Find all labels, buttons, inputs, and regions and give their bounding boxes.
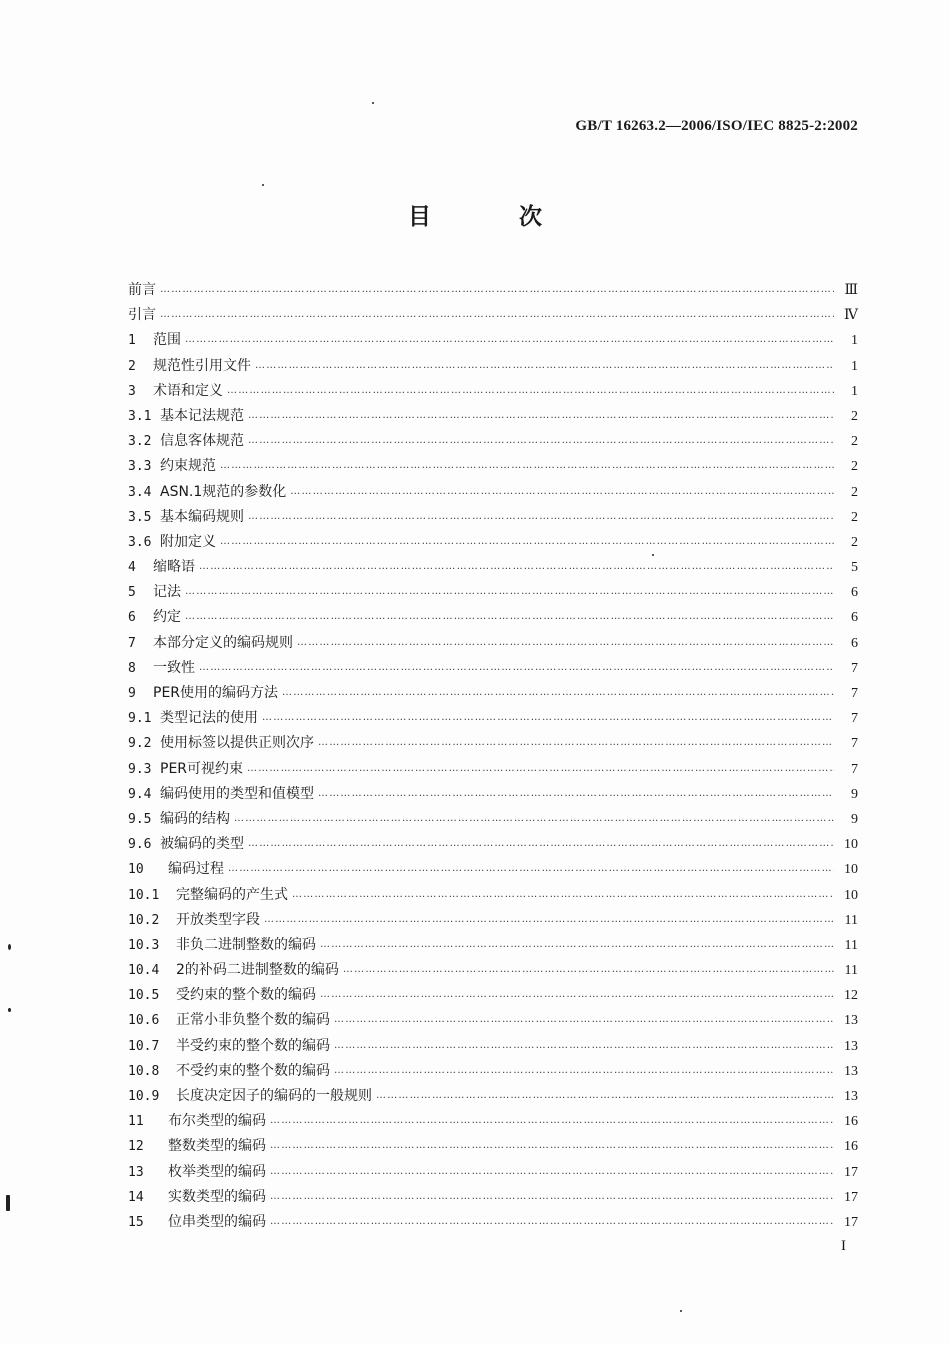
- toc-entry-label: PER可视约束: [160, 760, 244, 777]
- toc-dot-leader: [247, 756, 834, 781]
- toc-entry-page: 11: [844, 963, 858, 979]
- toc-dot-leader: [248, 403, 834, 428]
- toc-entry-label: 基本记法规范: [160, 407, 244, 424]
- toc-entry-number: 3.6: [128, 534, 152, 550]
- toc-entry-label: 实数类型的编码: [168, 1188, 266, 1205]
- toc-dot-leader: [270, 1108, 834, 1133]
- toc-entry-label: 约束规范: [160, 458, 216, 475]
- toc-entry-label: 范围: [153, 332, 181, 349]
- toc-entry-number: 13: [128, 1164, 144, 1180]
- toc-entry-page: 10: [844, 837, 858, 853]
- toc-entry-number: 7: [128, 635, 136, 651]
- toc-entry-page: 1: [851, 333, 858, 349]
- toc-entry-page: 9: [851, 811, 858, 827]
- toc-entry-page: 7: [851, 686, 858, 701]
- toc-entry-number: 10.4: [128, 963, 160, 979]
- toc-entry-label: PER使用的编码方法: [153, 685, 279, 701]
- scan-speck: [680, 1310, 682, 1312]
- toc-entry-number: 10.6: [128, 1013, 160, 1029]
- toc-entry: [128, 1034, 858, 1059]
- toc-entry-page: 17: [844, 1214, 858, 1230]
- toc-entry: [128, 1134, 858, 1159]
- toc-entry-label: ASN.1规范的参数化: [160, 483, 287, 500]
- scan-speck: [262, 184, 264, 186]
- toc-entry-label: 2的补码二进制整数的编码: [176, 962, 339, 979]
- toc-dot-leader: [185, 579, 834, 604]
- toc-entry: [128, 933, 858, 958]
- toc-entry-page: Ⅲ: [844, 283, 858, 298]
- toc-dot-leader: [334, 1033, 834, 1058]
- toc-entry-page: 17: [844, 1189, 858, 1205]
- toc-entry-number: 4: [128, 560, 136, 576]
- toc-entry: [128, 1084, 858, 1109]
- toc-entry-label: 类型记法的使用: [160, 710, 258, 727]
- toc-dot-leader: [290, 479, 834, 504]
- toc-dot-leader: [227, 378, 834, 403]
- toc-dot-leader: [292, 882, 834, 907]
- toc-entry-number: 9: [128, 686, 136, 701]
- toc-dot-leader: [228, 856, 834, 881]
- toc-entry-number: 9.1: [128, 711, 152, 727]
- toc-entry-label: 规范性引用文件: [153, 357, 251, 374]
- toc-entry-page: 1: [851, 358, 858, 374]
- toc-entry: [128, 782, 858, 807]
- toc-entry-number: 3.1: [128, 408, 152, 424]
- toc-entry-page: 2: [851, 434, 858, 450]
- toc-dot-leader: [270, 1159, 834, 1184]
- toc-entry: [128, 1059, 858, 1084]
- toc-dot-leader: [318, 781, 834, 806]
- toc-dot-leader: [220, 529, 834, 554]
- toc-dot-leader: [199, 554, 834, 579]
- toc-entry-label: 正常小非负整个数的编码: [176, 1012, 330, 1029]
- scan-speck: [8, 944, 11, 950]
- toc-entry-label: 布尔类型的编码: [168, 1113, 266, 1130]
- toc-entry-number: 10: [128, 862, 144, 878]
- toc-dot-leader: [160, 302, 834, 327]
- toc-entry-page: 12: [844, 988, 858, 1004]
- toc-entry-label: 引言: [128, 307, 156, 324]
- toc-entry-label: 不受约束的整个数的编码: [176, 1062, 330, 1079]
- toc-dot-leader: [270, 1209, 834, 1234]
- toc-entry-label: 非负二进制整数的编码: [176, 936, 316, 953]
- toc-entry: [128, 857, 858, 882]
- toc-entry-page: 13: [844, 1063, 858, 1079]
- toc-entry: [128, 883, 858, 908]
- toc-entry: [128, 1185, 858, 1210]
- toc-entry: [128, 1008, 858, 1033]
- toc-entry: [128, 555, 858, 580]
- toc-entry-number: 14: [128, 1189, 144, 1205]
- toc-entry-number: 9.5: [128, 811, 152, 827]
- toc-dot-leader: [318, 730, 834, 755]
- toc-dot-leader: [320, 932, 834, 957]
- toc-entry: [128, 580, 858, 605]
- toc-entry-page: 2: [851, 509, 858, 525]
- toc-entry: [128, 983, 858, 1008]
- toc-entry-number: 12: [128, 1139, 144, 1155]
- toc-entry: [128, 1210, 858, 1235]
- toc-entry-number: 8: [128, 660, 136, 676]
- toc-entry: [128, 908, 858, 933]
- toc-dot-leader: [220, 453, 834, 478]
- toc-entry-page: 5: [851, 560, 858, 576]
- toc-dot-leader: [160, 277, 834, 302]
- toc-entry-number: 10.1: [128, 887, 160, 903]
- toc-entry-number: 9.3: [128, 761, 152, 777]
- toc-entry-page: 6: [851, 585, 858, 601]
- toc-entry: [128, 505, 858, 530]
- scan-speck: [8, 1008, 11, 1012]
- toc-dot-leader: [262, 705, 834, 730]
- toc-dot-leader: [185, 604, 834, 629]
- toc-entry-page: 16: [844, 1139, 858, 1155]
- toc-entry-number: 15: [128, 1214, 144, 1230]
- toc-dot-leader: [270, 1184, 834, 1209]
- toc-entry-page: 2: [851, 484, 858, 500]
- toc-entry-page: 6: [851, 635, 858, 651]
- toc-entry: [128, 631, 858, 656]
- toc-entry-number: 9.2: [128, 736, 152, 752]
- toc-entry-label: 使用标签以提供正则次序: [160, 735, 314, 752]
- toc-dot-leader: [234, 806, 834, 831]
- toc-entry-page: 11: [844, 937, 858, 953]
- toc-entry: [128, 706, 858, 731]
- toc-dot-leader: [320, 982, 834, 1007]
- toc-dot-leader: [248, 428, 834, 453]
- toc-entry-page: 2: [851, 459, 858, 475]
- toc-entry-label: 编码的结构: [160, 810, 230, 827]
- toc-entry-page: 2: [851, 408, 858, 424]
- toc-entry-label: 被编码的类型: [160, 836, 244, 853]
- toc-entry: [128, 1160, 858, 1185]
- toc-entry: [128, 731, 858, 756]
- toc-entry: [128, 454, 858, 479]
- toc-entry-label: 受约束的整个数的编码: [176, 987, 316, 1004]
- toc-entry-number: 10.5: [128, 988, 160, 1004]
- toc-entry: [128, 656, 858, 681]
- toc-entry-label: 开放类型字段: [176, 911, 260, 928]
- toc-entry-label: 术语和定义: [153, 382, 223, 399]
- toc-entry-number: 2: [128, 358, 136, 374]
- toc-entry: [128, 681, 858, 706]
- toc-entry-label: 附加定义: [160, 533, 216, 550]
- toc-dot-leader: [248, 831, 834, 856]
- toc-entry-page: Ⅳ: [844, 308, 858, 324]
- toc-entry: [128, 480, 858, 505]
- toc-dot-leader: [248, 504, 834, 529]
- toc-dot-leader: [255, 353, 834, 378]
- toc-entry-number: 10.2: [128, 912, 160, 928]
- toc-entry-page: 6: [851, 610, 858, 626]
- toc-entry-number: 9.4: [128, 786, 152, 802]
- toc-entry-number: 3.2: [128, 434, 152, 450]
- toc-entry: [128, 605, 858, 630]
- toc-entry-page: 1: [851, 383, 858, 399]
- toc-entry-number: 9.6: [128, 837, 152, 853]
- toc-entry-page: 13: [844, 1038, 858, 1054]
- toc-entry: [128, 757, 858, 782]
- standard-number-header: GB/T 16263.2—2006/ISO/IEC 8825-2:2002: [575, 118, 858, 134]
- toc-entry: [128, 530, 858, 555]
- toc-dot-leader: [199, 655, 834, 680]
- toc-entry: [128, 354, 858, 379]
- toc-entry-page: 10: [844, 862, 858, 878]
- scan-speck: [6, 1195, 10, 1211]
- toc-entry: [128, 807, 858, 832]
- toc-entry-label: 枚举类型的编码: [168, 1163, 266, 1180]
- toc-entry-page: 7: [851, 736, 858, 752]
- toc-entry-page: 13: [844, 1013, 858, 1029]
- toc-entry: [128, 278, 858, 303]
- toc-entry-label: 编码过程: [168, 861, 224, 878]
- toc-entry-number: 10.3: [128, 937, 160, 953]
- toc-dot-leader: [297, 630, 834, 655]
- toc-entry: [128, 429, 858, 454]
- toc-dot-leader: [185, 327, 834, 352]
- toc-entry-number: 10.8: [128, 1063, 160, 1079]
- toc-entry-label: 信息客体规范: [160, 433, 244, 450]
- table-of-contents: [128, 278, 858, 1235]
- toc-entry-page: 11: [844, 912, 858, 928]
- toc-entry-page: 13: [844, 1089, 858, 1104]
- page-title: 目 次: [407, 204, 582, 230]
- scan-speck: [372, 102, 374, 104]
- toc-entry-page: 7: [851, 761, 858, 777]
- toc-entry: [128, 958, 858, 983]
- toc-dot-leader: [264, 907, 834, 932]
- toc-entry-label: 位串类型的编码: [168, 1213, 266, 1230]
- toc-entry-page: 7: [851, 711, 858, 727]
- toc-entry-number: 3.3: [128, 459, 152, 475]
- toc-entry-label: 长度决定因子的编码的一般规则: [176, 1088, 372, 1104]
- toc-entry-label: 缩略语: [153, 559, 195, 576]
- page-number: I: [841, 1238, 846, 1254]
- toc-entry-label: 前言: [128, 282, 156, 298]
- toc-dot-leader: [376, 1083, 834, 1108]
- toc-entry-label: 编码使用的类型和值模型: [160, 785, 314, 802]
- toc-entry-label: 记法: [153, 584, 181, 601]
- toc-dot-leader: [334, 1007, 834, 1032]
- toc-entry-number: 1: [128, 333, 136, 349]
- toc-entry: [128, 379, 858, 404]
- toc-dot-leader: [282, 680, 834, 705]
- toc-entry-number: 5: [128, 585, 136, 601]
- toc-entry-page: 9: [851, 786, 858, 802]
- toc-entry-label: 一致性: [153, 659, 195, 676]
- toc-entry-label: 半受约束的整个数的编码: [176, 1037, 330, 1054]
- toc-entry-page: 16: [844, 1114, 858, 1130]
- toc-entry-label: 基本编码规则: [160, 508, 244, 525]
- toc-entry-number: 3.4: [128, 484, 152, 500]
- toc-entry-number: 10.7: [128, 1038, 160, 1054]
- toc-entry: [128, 328, 858, 353]
- toc-entry-number: 10.9: [128, 1089, 160, 1104]
- toc-entry: [128, 832, 858, 857]
- toc-entry-page: 7: [851, 660, 858, 676]
- toc-dot-leader: [270, 1133, 834, 1158]
- toc-entry: [128, 303, 858, 328]
- scan-speck: [652, 554, 654, 556]
- toc-entry-number: 3.5: [128, 509, 152, 525]
- toc-entry-number: 3: [128, 383, 136, 399]
- toc-entry-page: 17: [844, 1164, 858, 1180]
- toc-entry-label: 约定: [153, 609, 181, 626]
- toc-entry-page: 2: [851, 534, 858, 550]
- toc-entry-number: 6: [128, 610, 136, 626]
- toc-entry: [128, 404, 858, 429]
- toc-entry-label: 本部分定义的编码规则: [153, 634, 293, 651]
- toc-dot-leader: [334, 1058, 834, 1083]
- toc-entry-page: 10: [844, 887, 858, 903]
- toc-entry-label: 整数类型的编码: [168, 1138, 266, 1155]
- toc-entry: [128, 1109, 858, 1134]
- toc-dot-leader: [343, 957, 834, 982]
- toc-entry-number: 11: [128, 1114, 144, 1130]
- toc-entry-label: 完整编码的产生式: [176, 886, 288, 903]
